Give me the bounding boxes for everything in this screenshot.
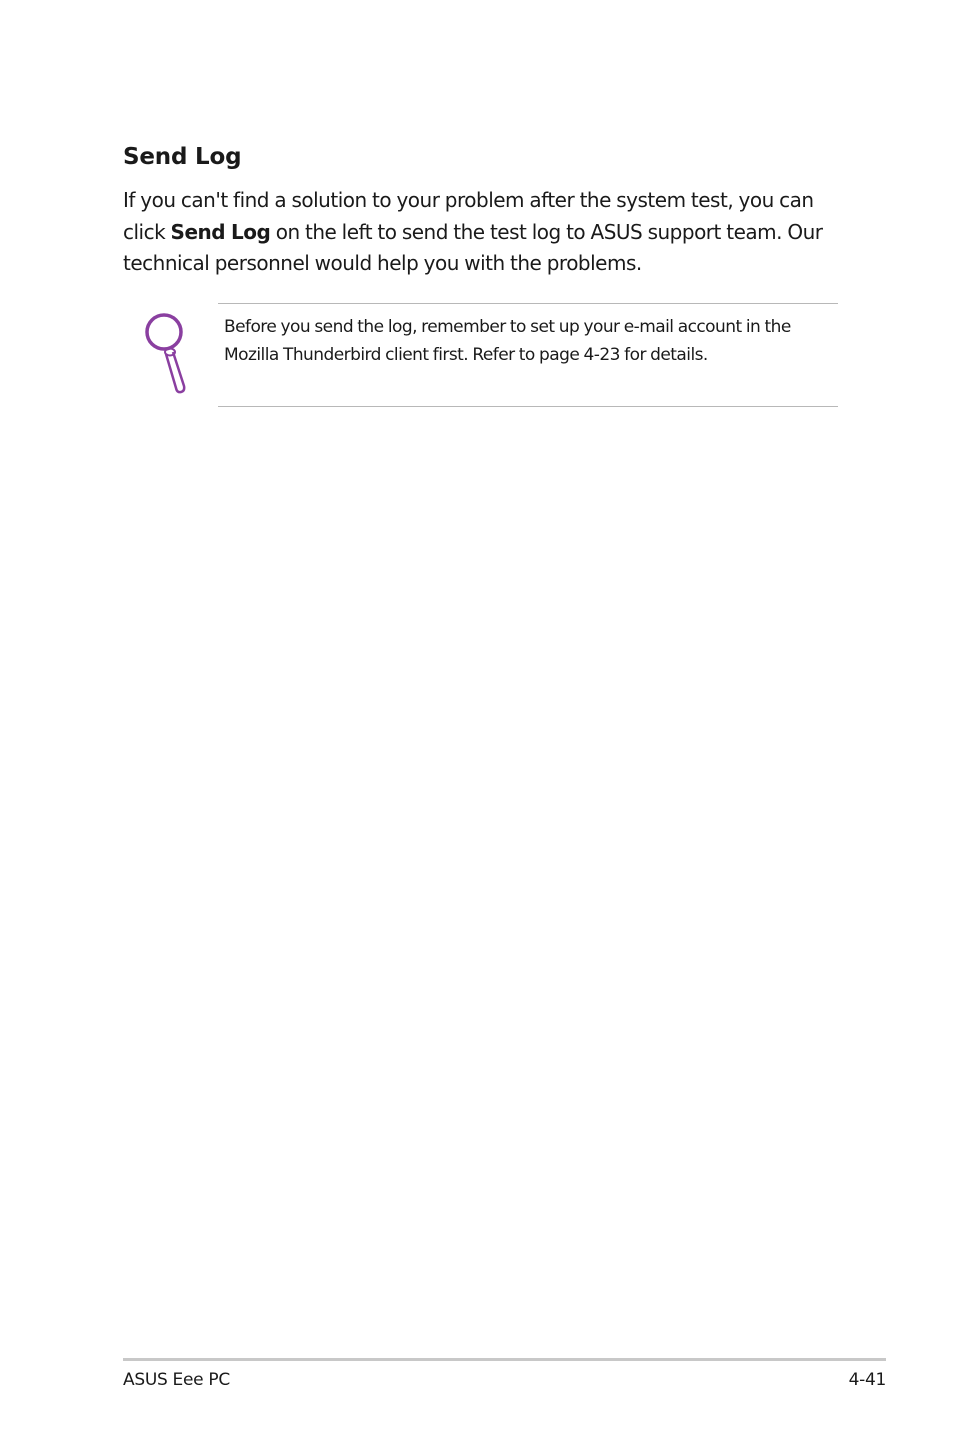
note-box — [218, 303, 838, 407]
note-text: Before you send the log, remember to set up your e-mail account in the Mozilla Thunderbird client first. Refer to page 4-23 for details. — [224, 317, 791, 365]
footer-product-name: ASUS Eee PC — [123, 1370, 230, 1390]
page-number: 4-41 — [848, 1370, 886, 1390]
body-paragraph — [123, 185, 845, 280]
paragraph-text-after: on the left to send the test log to ASUS support team. Our technical personnel would help you with the problems. — [123, 219, 823, 275]
footer-divider — [123, 1358, 886, 1361]
paragraph-text-before: If you can't find a solution to your problem after the system test, you can click — [123, 188, 814, 244]
magnifier-note-icon — [140, 310, 190, 396]
section-title: Send Log — [123, 144, 242, 170]
send-log-emphasis: Send Log — [170, 219, 271, 244]
